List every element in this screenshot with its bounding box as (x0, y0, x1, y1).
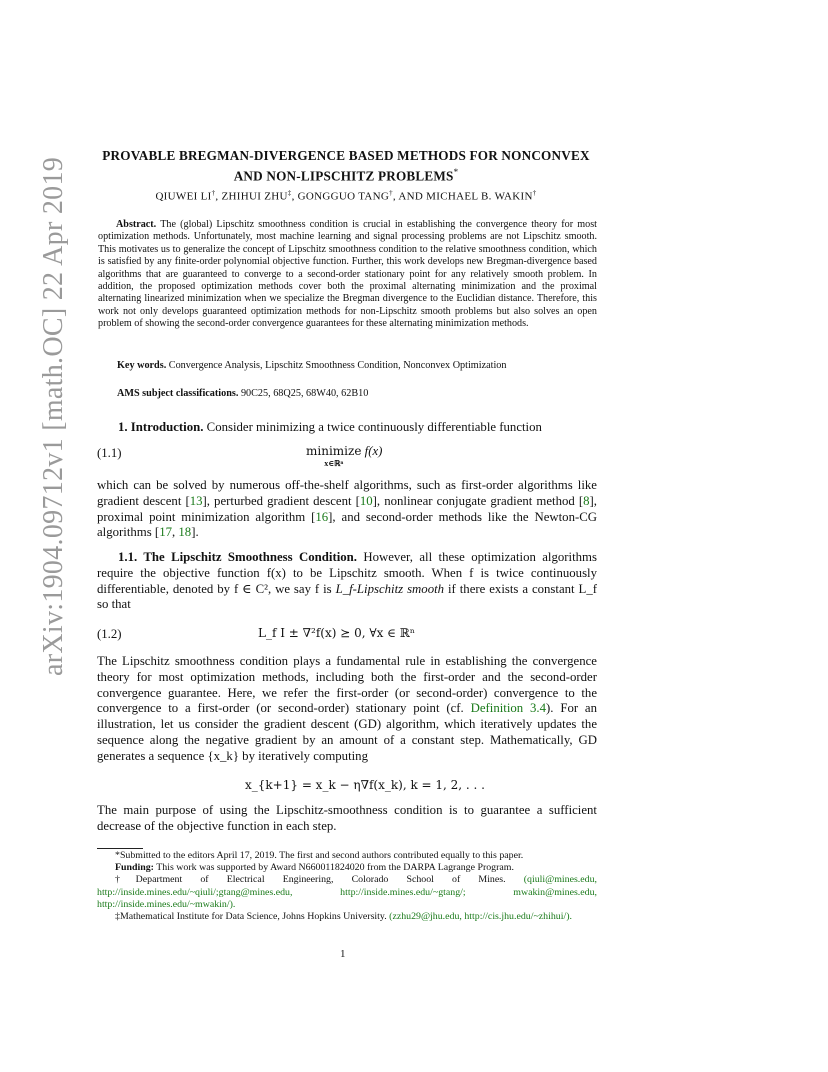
keywords: Key words. Convergence Analysis, Lipschitz Smoothness Condition, Nonconvex Optimization (117, 360, 507, 371)
section-1-heading: 1. Introduction. (118, 420, 204, 434)
footnote-funding: Funding: This work was supported by Award N660011824020 from the DARPA Lagrange Program. (115, 862, 514, 874)
citation-13[interactable]: 13 (189, 493, 203, 508)
abstract (98, 219, 597, 331)
footnote-rule (97, 848, 143, 849)
equation-number-1-1: (1.1) (97, 446, 122, 460)
section-1-1-paragraph-3: The main purpose of using the Lipschitz-smoothness condition is to guarantee a sufficient decrease of the objective function in each step. (97, 803, 597, 833)
title-footnote-mark: * (453, 167, 459, 177)
footnote-affiliation-mines: †Department of Electrical Engineering, Colorado School of Mines. (qiuli@mines.edu, http://inside.mines.edu/~qiuli/;gtang@mines.edu, http://inside.mines.edu/~gtang/; mwakin@mines.edu, http://inside.mines.edu/~mwakin/). (97, 874, 597, 910)
jhu-contact-links[interactable]: (zzhu29@jhu.edu, http://cis.jhu.edu/~zhihui/). (389, 911, 572, 923)
paper-title (96, 147, 596, 184)
footnote-submitted: *Submitted to the editors April 17, 2019. The first and second authors contributed equally to this paper. (115, 850, 524, 861)
arxiv-sidebar-stamp: arXiv:1904.09712v1 [math.OC] 22 Apr 2019 (38, 156, 69, 676)
abstract-label: Abstract. (116, 219, 157, 230)
citation-8[interactable]: 8 (583, 493, 590, 508)
gradient-descent-equation: x_{k+1} = x_k − η∇f(x_k), k = 1, 2, . . . (245, 778, 485, 792)
citation-16[interactable]: 16 (315, 509, 329, 524)
section-1-paragraph-2: which can be solved by numerous off-the-shelf algorithms, such as first-order algorithms like gradient descent [13], perturbed gradient descent [10], nonlinear conjugate gradient method [8], proximal point minimization algorithm [16], and second-order methods like the Newton-CG algorithms [17, 18]. (97, 478, 598, 540)
author-list: QIUWEI LI†, ZHIHUI ZHU‡, GONGGUO TANG†, AND MICHAEL B. WAKIN† (155, 189, 537, 203)
footnote-affiliation-jhu: ‡Mathematical Institute for Data Science, Johns Hopkins University. (zzhu29@jhu.edu, http://cis.jhu.edu/~zhihui/). (115, 911, 572, 923)
title-line-1: PROVABLE BREGMAN-DIVERGENCE BASED METHODS FOR NONCONVEX (102, 148, 590, 163)
citation-18[interactable]: 18 (178, 525, 192, 540)
equation-1-2: L_f I ± ∇²f(x) ⪰ 0, ∀x ∈ ℝⁿ (258, 626, 416, 640)
page-number: 1 (340, 948, 346, 960)
equation-number-1-2: (1.2) (97, 627, 122, 641)
equation-1-1: minimize $^{x\in ℝ^n}$ f(x) (306, 444, 383, 468)
footnotes (97, 850, 597, 923)
ams-classification: AMS subject classifications. 90C25, 68Q25, 68W40, 62B10 (117, 388, 369, 399)
section-1-1-paragraph: 1.1. The Lipschitz Smoothness Condition. However, all these optimization algorithms require the objective function f(x) to be Lipschitz smooth. When f is twice continuously differentiable, denoted by f ∈ C², we say f is L_f-Lipschitz smooth if there exists a constant L_f so that (97, 550, 597, 612)
abstract-text: The (global) Lipschitz smoothness condition is crucial in establishing the convergence theory for most optimization methods. Unfortunately, most machine learning and signal processing problems are not Lipschitz smooth. This motivates us to generalize the concept of Lipschitz smoothness condition to the relative smoothness condition, which is satisfied by any finite-order polynomial objective function. Further, this work develops new Bregman-divergence based algorithms that are guaranteed to converge to a second-order stationary point for any relatively smooth problem. In addition, the proposed optimization methods cover both the proximal alternating minimization and the proximal alternating linearized minimization when we specialize the Bregman divergence to the Euclidian distance. Therefore, this work not only develops guaranteed optimization methods for non-Lipschitz smooth problems but also solves an open problem of showing the second-order convergence guarantees for these alternating minimization methods. (98, 219, 597, 330)
citation-17[interactable]: 17 (159, 525, 172, 540)
section-1-intro: 1. Introduction. Consider minimizing a twice continuously differentiable function (118, 420, 542, 434)
mines-contact-links[interactable]: (qiuli@mines.edu, http://inside.mines.edu/~qiuli/;gtang@mines.edu, http://inside.mines.edu/~gtang/; mwakin@mines.edu, http://inside.mines.edu/~mwakin/). (97, 874, 597, 910)
citation-10[interactable]: 10 (359, 493, 373, 508)
section-1-1-heading: 1.1. The Lipschitz Smoothness Condition. (118, 550, 357, 564)
section-1-1-paragraph-2: The Lipschitz smoothness condition plays a fundamental rule in establishing the convergence theory for most optimization methods, including both the first-order and the second-order convergence guarantee. Here, we refer the first-order (or second-order) convergence to the convergence to a first-order (or second-order) stationary point (cf. Definition 3.4). For an illustration, let us consider the gradient descent (GD) algorithm, which iteratively updates the sequence along the negative gradient by an amount of a constant step. Mathematically, GD generates a sequence {x_k} by iteratively computing (97, 654, 598, 763)
title-line-2: AND NON-LIPSCHITZ PROBLEMS* (233, 167, 459, 184)
definition-3-4-link[interactable]: Definition 3.4 (470, 701, 547, 716)
